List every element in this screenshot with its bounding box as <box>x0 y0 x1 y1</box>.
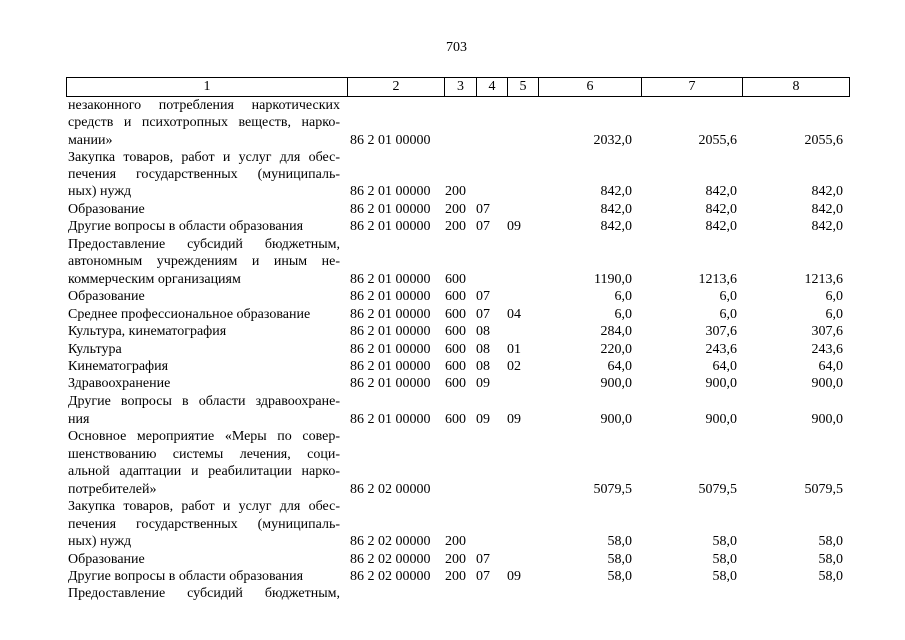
row-label: Другие вопросы в области здравоохране- <box>68 394 340 409</box>
header-col-2: 2 <box>392 79 400 94</box>
cell-n1: 600 <box>445 289 466 304</box>
table-row <box>0 97 905 115</box>
row-label: Культура <box>68 342 122 357</box>
page-number: 703 <box>446 40 467 55</box>
row-label: Образование <box>68 202 145 217</box>
cell-n1: 600 <box>445 272 466 287</box>
cell-code: 86 2 01 00000 <box>350 219 431 234</box>
cell-c8: 5079,5 <box>804 482 843 497</box>
cell-n1: 200 <box>445 202 466 217</box>
cell-code: 86 2 02 00000 <box>350 552 431 567</box>
table-row <box>0 446 905 464</box>
cell-c8: 842,0 <box>811 202 843 217</box>
cell-n2: 08 <box>476 342 490 357</box>
cell-n2: 07 <box>476 552 490 567</box>
row-label: Образование <box>68 552 145 567</box>
table-row <box>0 183 905 201</box>
cell-code: 86 2 01 00000 <box>350 272 431 287</box>
cell-code: 86 2 01 00000 <box>350 307 431 322</box>
cell-code: 86 2 01 00000 <box>350 202 431 217</box>
cell-c6: 58,0 <box>607 552 632 567</box>
table-row <box>0 218 905 236</box>
header-col-3: 3 <box>457 79 464 94</box>
cell-c7: 1213,6 <box>698 272 737 287</box>
cell-n1: 600 <box>445 342 466 357</box>
cell-n3: 01 <box>507 342 521 357</box>
cell-n2: 08 <box>476 324 490 339</box>
cell-c6: 842,0 <box>600 219 632 234</box>
table-row <box>0 481 905 499</box>
row-label: Другие вопросы в области образования <box>68 219 304 234</box>
row-label: незаконного потребления наркотических <box>68 98 340 113</box>
cell-c8: 842,0 <box>811 184 843 199</box>
cell-c8: 900,0 <box>811 376 843 391</box>
row-label: мании» <box>68 133 113 148</box>
cell-code: 86 2 01 00000 <box>350 412 431 427</box>
cell-c6: 2032,0 <box>593 133 632 148</box>
cell-n3: 09 <box>507 412 521 427</box>
cell-n2: 08 <box>476 359 490 374</box>
cell-c6: 220,0 <box>600 342 632 357</box>
row-label: Предоставление субсидий бюджетным, <box>68 237 340 252</box>
cell-n3: 09 <box>507 219 521 234</box>
cell-c7: 307,6 <box>705 324 737 339</box>
cell-n2: 07 <box>476 219 490 234</box>
header-col-1: 1 <box>203 79 211 94</box>
cell-n1: 200 <box>445 569 466 584</box>
cell-c6: 900,0 <box>600 376 632 391</box>
row-label: Закупка товаров, работ и услуг для обес- <box>68 150 340 165</box>
cell-n2: 09 <box>476 412 490 427</box>
table-row <box>0 585 905 603</box>
cell-c7: 842,0 <box>705 202 737 217</box>
table-row <box>0 132 905 150</box>
cell-c7: 6,0 <box>719 289 737 304</box>
row-label: коммерческим организациям <box>68 272 241 287</box>
row-label: Предоставление субсидий бюджетным, <box>68 586 340 601</box>
cell-c7: 900,0 <box>705 376 737 391</box>
cell-n2: 07 <box>476 569 490 584</box>
table-row <box>0 341 905 359</box>
header-col-8: 8 <box>792 79 800 94</box>
cell-c6: 6,0 <box>614 307 632 322</box>
table-row <box>0 253 905 271</box>
table-row <box>0 411 905 429</box>
cell-c7: 6,0 <box>719 307 737 322</box>
cell-c7: 900,0 <box>705 412 737 427</box>
cell-code: 86 2 01 00000 <box>350 376 431 391</box>
row-label: Здравоохранение <box>68 376 171 391</box>
table-row <box>0 358 905 376</box>
cell-n3: 04 <box>507 307 521 322</box>
cell-n1: 600 <box>445 324 466 339</box>
table-row <box>0 149 905 167</box>
header-col-6: 6 <box>586 79 594 94</box>
row-label: печения государственных (муниципаль- <box>68 517 340 532</box>
cell-c7: 842,0 <box>705 219 737 234</box>
row-label: Культура, кинематография <box>68 324 227 339</box>
cell-c7: 58,0 <box>712 569 737 584</box>
cell-n3: 09 <box>507 569 521 584</box>
cell-c8: 307,6 <box>811 324 843 339</box>
row-label: Кинематография <box>68 359 169 374</box>
table-row <box>0 114 905 132</box>
cell-code: 86 2 02 00000 <box>350 569 431 584</box>
table-row <box>0 288 905 306</box>
table-row <box>0 498 905 516</box>
table-row <box>0 516 905 534</box>
row-label: шенствованию системы лечения, соци- <box>68 447 340 462</box>
cell-n1: 600 <box>445 376 466 391</box>
cell-c8: 58,0 <box>818 534 843 549</box>
table-row <box>0 306 905 324</box>
table-row <box>0 375 905 393</box>
cell-c7: 58,0 <box>712 534 737 549</box>
row-label: Закупка товаров, работ и услуг для обес- <box>68 499 340 514</box>
row-label: ных) нужд <box>68 534 132 549</box>
cell-n1: 600 <box>445 359 466 374</box>
cell-code: 86 2 01 00000 <box>350 289 431 304</box>
cell-c7: 5079,5 <box>698 482 737 497</box>
cell-c8: 64,0 <box>818 359 843 374</box>
cell-c7: 64,0 <box>712 359 737 374</box>
cell-n2: 07 <box>476 307 490 322</box>
cell-c6: 284,0 <box>600 324 632 339</box>
cell-c7: 58,0 <box>712 552 737 567</box>
cell-n1: 200 <box>445 219 466 234</box>
cell-c7: 842,0 <box>705 184 737 199</box>
cell-code: 86 2 01 00000 <box>350 184 431 199</box>
cell-n1: 600 <box>445 412 466 427</box>
table-header <box>66 77 850 97</box>
cell-c8: 243,6 <box>811 342 843 357</box>
cell-c6: 64,0 <box>607 359 632 374</box>
cell-code: 86 2 02 00000 <box>350 482 431 497</box>
cell-code: 86 2 01 00000 <box>350 133 431 148</box>
cell-code: 86 2 01 00000 <box>350 324 431 339</box>
cell-code: 86 2 01 00000 <box>350 359 431 374</box>
cell-n2: 07 <box>476 289 490 304</box>
table-row <box>0 201 905 219</box>
cell-n1: 200 <box>445 534 466 549</box>
header-col-4: 4 <box>488 79 496 94</box>
row-label: Другие вопросы в области образования <box>68 569 304 584</box>
cell-c6: 58,0 <box>607 569 632 584</box>
row-label: ния <box>68 412 90 427</box>
row-label: потребителей» <box>68 482 157 497</box>
table-row <box>0 463 905 481</box>
cell-c8: 58,0 <box>818 569 843 584</box>
table-row <box>0 393 905 411</box>
row-label: печения государственных (муниципаль- <box>68 167 340 182</box>
cell-c6: 842,0 <box>600 202 632 217</box>
cell-c8: 1213,6 <box>804 272 843 287</box>
cell-c6: 900,0 <box>600 412 632 427</box>
table-row <box>0 271 905 289</box>
cell-code: 86 2 02 00000 <box>350 534 431 549</box>
cell-n2: 07 <box>476 202 490 217</box>
cell-c7: 243,6 <box>705 342 737 357</box>
cell-c6: 5079,5 <box>593 482 632 497</box>
cell-c7: 2055,6 <box>698 133 737 148</box>
cell-c8: 842,0 <box>811 219 843 234</box>
row-label: автономным учреждениям и иным не- <box>68 254 340 269</box>
cell-n1: 200 <box>445 552 466 567</box>
cell-c6: 1190,0 <box>594 272 632 287</box>
table-row <box>0 166 905 184</box>
cell-c8: 900,0 <box>811 412 843 427</box>
table-row <box>0 551 905 569</box>
row-label: Образование <box>68 289 145 304</box>
cell-n3: 02 <box>507 359 521 374</box>
table-row <box>0 533 905 551</box>
cell-c8: 6,0 <box>825 289 843 304</box>
cell-n2: 09 <box>476 376 490 391</box>
cell-code: 86 2 01 00000 <box>350 342 431 357</box>
table-row <box>0 236 905 254</box>
header-col-7: 7 <box>688 79 696 94</box>
cell-c8: 2055,6 <box>804 133 843 148</box>
row-label: ных) нужд <box>68 184 132 199</box>
table-row <box>0 568 905 586</box>
row-label: Среднее профессиональное образование <box>68 307 311 322</box>
row-label: Основное мероприятие «Меры по совер- <box>68 429 340 444</box>
row-label: средств и психотропных веществ, нарко- <box>68 115 340 130</box>
cell-c6: 6,0 <box>614 289 632 304</box>
table-row <box>0 428 905 446</box>
cell-n1: 600 <box>445 307 466 322</box>
cell-c6: 842,0 <box>600 184 632 199</box>
row-label: альной адаптации и реабилитации нарко- <box>68 464 340 479</box>
header-col-5: 5 <box>519 79 527 94</box>
cell-c8: 58,0 <box>818 552 843 567</box>
cell-n1: 200 <box>445 184 466 199</box>
table-row <box>0 323 905 341</box>
cell-c6: 58,0 <box>607 534 632 549</box>
cell-c8: 6,0 <box>825 307 843 322</box>
